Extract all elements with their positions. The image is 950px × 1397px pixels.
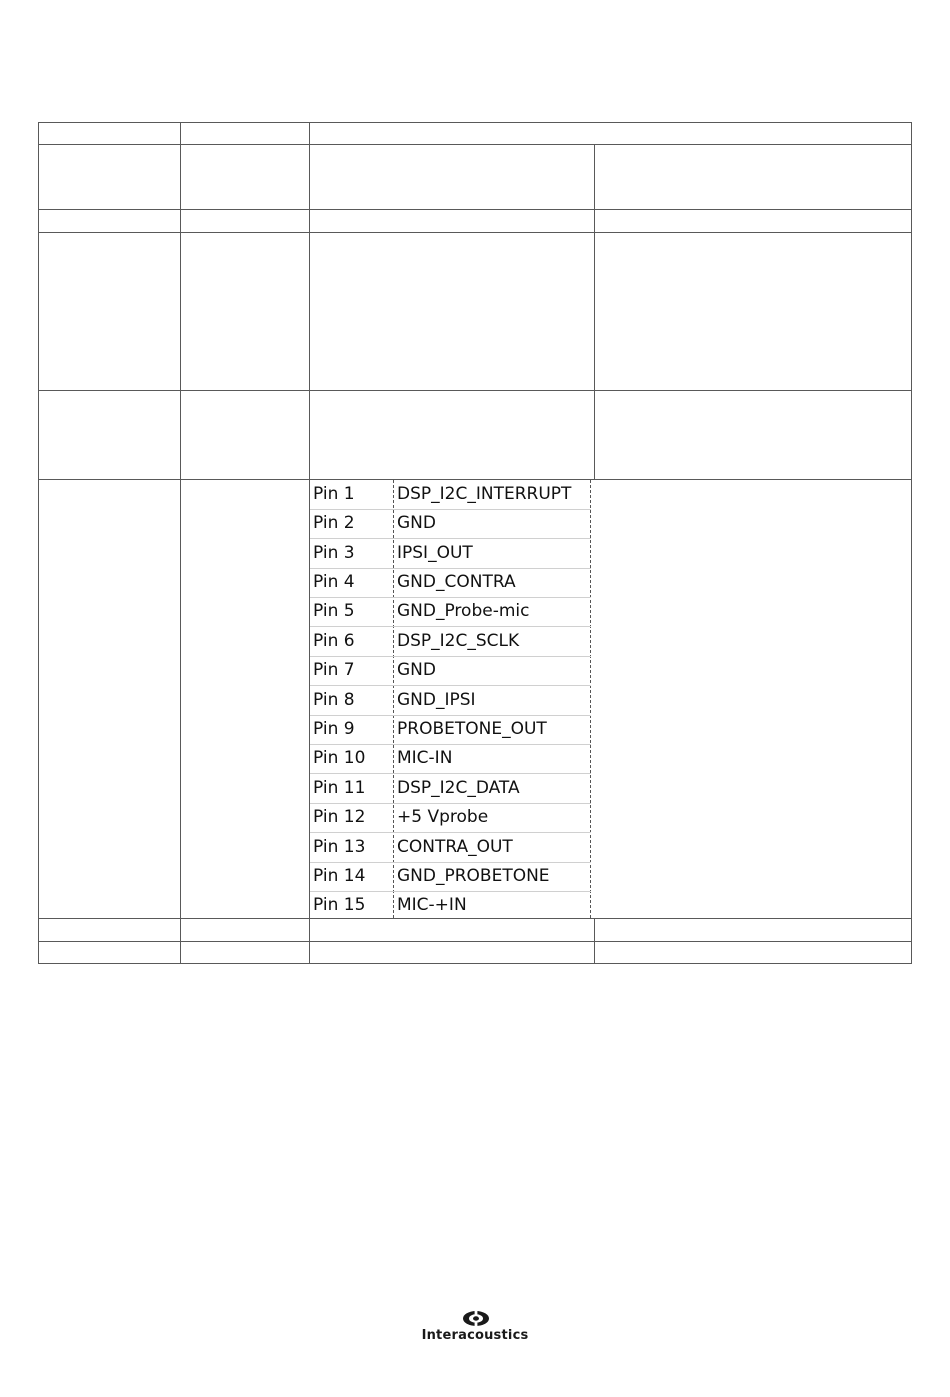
pin-label: Pin 3 bbox=[313, 543, 355, 563]
table-row bbox=[310, 509, 591, 539]
table-row bbox=[310, 833, 591, 863]
pin-label: Pin 5 bbox=[313, 601, 355, 621]
pin-signal: GND_Probe-mic bbox=[397, 601, 530, 621]
table-row bbox=[310, 891, 591, 920]
table-col-divider bbox=[594, 144, 595, 479]
pin-label: Pin 6 bbox=[313, 631, 355, 651]
pin-signal: DSP_I2C_DATA bbox=[397, 778, 520, 798]
pin-label: Pin 4 bbox=[313, 572, 355, 592]
table-row bbox=[310, 715, 591, 745]
pin-label: Pin 10 bbox=[313, 748, 366, 768]
pin-signal: PROBETONE_OUT bbox=[397, 719, 547, 739]
pin-label: Pin 1 bbox=[313, 484, 355, 504]
pin-signal: +5 Vprobe bbox=[397, 807, 489, 827]
table-row bbox=[310, 597, 591, 627]
pin-signal: GND bbox=[397, 513, 436, 533]
pin-label: Pin 12 bbox=[313, 807, 366, 827]
pin-signal: MIC-+IN bbox=[397, 895, 467, 915]
table-col-divider bbox=[180, 122, 181, 964]
pin-signal: GND_PROBETONE bbox=[397, 866, 550, 886]
table-border-left bbox=[38, 122, 39, 964]
pin-signal: GND bbox=[397, 660, 436, 680]
pin-label: Pin 13 bbox=[313, 837, 366, 857]
pin-signal: IPSI_OUT bbox=[397, 543, 473, 563]
table-col-divider bbox=[594, 918, 595, 964]
table-row bbox=[310, 568, 591, 598]
pin-label: Pin 11 bbox=[313, 778, 366, 798]
interacoustics-logo-icon bbox=[461, 1310, 491, 1327]
table-row-divider bbox=[38, 941, 912, 942]
table-row bbox=[310, 803, 591, 833]
table-row bbox=[310, 686, 591, 716]
pin-signal: DSP_I2C_INTERRUPT bbox=[397, 484, 572, 504]
pin-signal: GND_CONTRA bbox=[397, 572, 516, 592]
table-row bbox=[310, 656, 591, 686]
pin-label: Pin 8 bbox=[313, 690, 355, 710]
pin-label: Pin 9 bbox=[313, 719, 355, 739]
table-row bbox=[310, 862, 591, 892]
table-border-bottom bbox=[38, 963, 912, 964]
table-row-divider bbox=[38, 209, 912, 210]
table-row bbox=[310, 744, 591, 774]
table-row bbox=[310, 539, 591, 569]
table-row bbox=[310, 627, 591, 657]
pin-signal: MIC-IN bbox=[397, 748, 453, 768]
pin-label: Pin 7 bbox=[313, 660, 355, 680]
pin-signal: GND_IPSI bbox=[397, 690, 476, 710]
pin-signal: CONTRA_OUT bbox=[397, 837, 513, 857]
table-row-divider bbox=[38, 390, 912, 391]
pin-label: Pin 15 bbox=[313, 895, 366, 915]
logo-text: Interacoustics bbox=[421, 1328, 529, 1343]
pin-signal: DSP_I2C_SCLK bbox=[397, 631, 520, 651]
footer-logo bbox=[405, 1310, 545, 1350]
pin-label: Pin 2 bbox=[313, 513, 355, 533]
table-row bbox=[310, 774, 591, 804]
table-border-top bbox=[38, 122, 912, 123]
table-row-divider bbox=[38, 232, 912, 233]
pin-label: Pin 14 bbox=[313, 866, 366, 886]
table-row-divider bbox=[38, 144, 912, 145]
table-row bbox=[310, 480, 591, 510]
table-border-right bbox=[911, 122, 912, 964]
